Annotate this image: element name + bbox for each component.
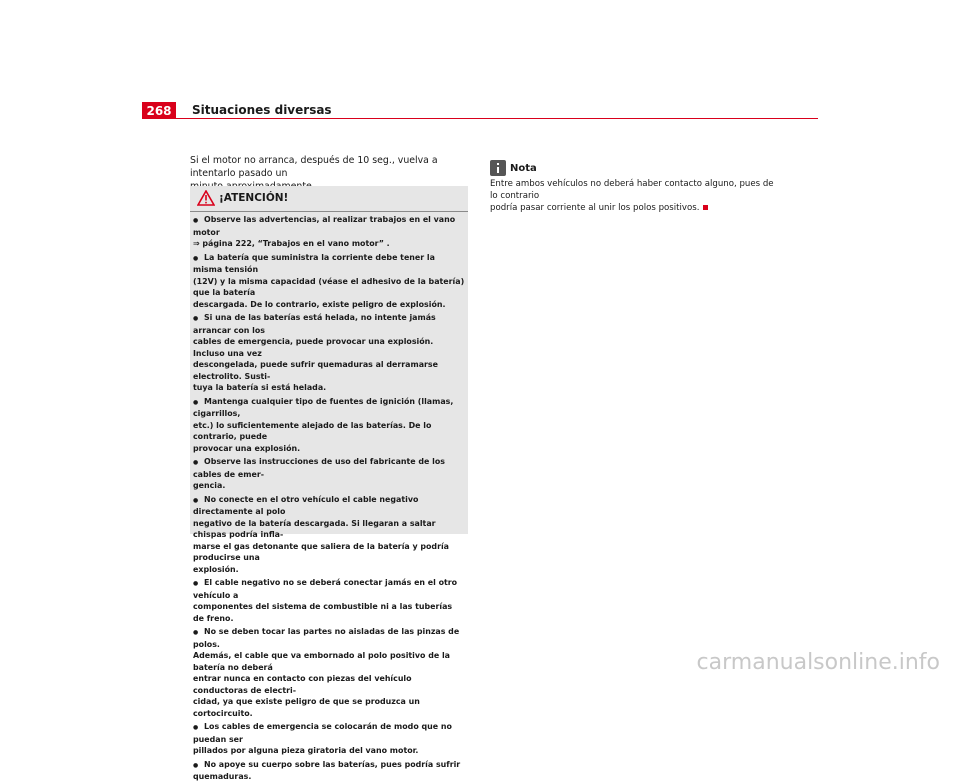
page-number: 268 (142, 102, 176, 119)
end-of-section-mark (703, 205, 708, 210)
warning-item-line: (12V) y la misma capacidad (véase el adhesivo de la batería) que la batería (193, 276, 465, 297)
warning-item-line: cidad, ya que existe peligro de que se produzca un cortocircuito. (193, 697, 420, 718)
warning-item-line: descongelada, puede sufrir quemaduras al derramarse electrolito. Susti- (193, 360, 438, 381)
bullet-icon: ● (193, 761, 199, 769)
page-reference-link[interactable]: ⇒ página 222, “Trabajos en el vano motor” . (193, 239, 390, 248)
section-title: Situaciones diversas (192, 103, 332, 117)
intro-line: Si el motor no arranca, después de 10 seg., vuelva a intentarlo pasado un (190, 155, 438, 179)
warning-item-line: ● El cable negativo no se deberá conectar jamás en el otro vehículo a (193, 578, 458, 600)
bullet-icon: ● (193, 629, 199, 636)
warning-item (193, 252, 465, 311)
bullet-icon: ● (193, 254, 199, 262)
warning-item-line: ● Observe las instrucciones de uso del fabricante de los cables de emer- (193, 457, 445, 479)
warning-item (193, 721, 465, 757)
watermark: carmanualsonline.info (696, 650, 940, 675)
warning-item-line: ● No apoye su cuerpo sobre las baterías, pues podría sufrir quemaduras. (193, 759, 461, 781)
warning-item (193, 312, 465, 394)
warning-item-line: negativo de la batería descargada. Si llegaran a saltar chispas podría infla- (193, 518, 436, 539)
warning-triangle-icon (197, 190, 215, 206)
warning-item (193, 396, 465, 455)
warning-item-line: provocar una explosión. (193, 443, 301, 453)
warning-list (190, 212, 468, 783)
warning-item-line: ● Observe las advertencias, al realizar trabajos en el vano motor (193, 215, 456, 237)
warning-box (190, 186, 468, 781)
warning-item-line: ● No conecte en el otro vehículo el cable negativo directamente al polo (193, 494, 419, 516)
warning-item-line: ● Mantenga cualquier tipo de fuentes de ignición (llamas, cigarrillos, (193, 396, 454, 418)
bullet-icon: ● (193, 398, 199, 406)
warning-item-line: etc.) lo suficientemente alejado de las baterías. De lo contrario, puede (193, 420, 432, 441)
warning-item-line: ● No se deben tocar las partes no aisladas de las pinzas de polos. (193, 627, 460, 649)
note-info-icon (490, 160, 506, 176)
warning-item (193, 494, 465, 576)
bullet-icon: ● (193, 580, 199, 587)
note-title: Nota (510, 163, 537, 174)
warning-item-line: ● Si una de las baterías está helada, no intente jamás arrancar con los (193, 313, 436, 335)
warning-item-line: cables de emergencia, puede provocar una explosión. Incluso una vez (193, 337, 434, 358)
warning-item (193, 626, 465, 719)
warning-item-line: descargada. De lo contrario, existe peligro de explosión. (193, 299, 446, 309)
bullet-icon: ● (193, 217, 199, 224)
warning-item (193, 214, 465, 250)
note-line (490, 202, 780, 214)
bullet-icon: ● (193, 315, 199, 322)
warning-item-line: gencia. (193, 481, 226, 490)
warning-item-line: componentes del sistema de combustible ni a las tuberías de freno. (193, 602, 453, 623)
warning-item-line: pillados por alguna pieza giratoria del vano motor. (193, 746, 419, 755)
warning-item-line: entrar nunca en contacto con piezas del vehículo conductoras de electri- (193, 674, 412, 695)
note-text (490, 178, 780, 214)
warning-header (190, 186, 468, 212)
header-rule (142, 118, 818, 119)
warning-item-line: tuya la batería si está helada. (193, 383, 327, 392)
warning-item-line: marse el gas detonante que saliera de la batería y podría producirse una (193, 541, 450, 562)
bullet-icon: ● (193, 496, 199, 504)
bullet-icon: ● (193, 459, 199, 466)
warning-item-line: Además, el cable que va embornado al polo positivo de la batería no deberá (193, 651, 450, 672)
note-line-text: podría pasar corriente al unir los polos positivos. (490, 203, 700, 213)
bullet-icon: ● (193, 724, 199, 731)
warning-item-line: ● Los cables de emergencia se colocarán de modo que no puedan ser (193, 722, 452, 744)
warning-item (193, 759, 465, 783)
warning-item-line: ● La batería que suministra la corriente debe tener la misma tensión (193, 252, 435, 274)
note-line: Entre ambos vehículos no deberá haber contacto alguno, pues de lo contrario (490, 179, 774, 201)
warning-item (193, 577, 465, 624)
warning-item (193, 456, 465, 492)
warning-title: ¡ATENCIÓN! (219, 192, 289, 204)
warning-item-line: explosión. (193, 564, 239, 574)
